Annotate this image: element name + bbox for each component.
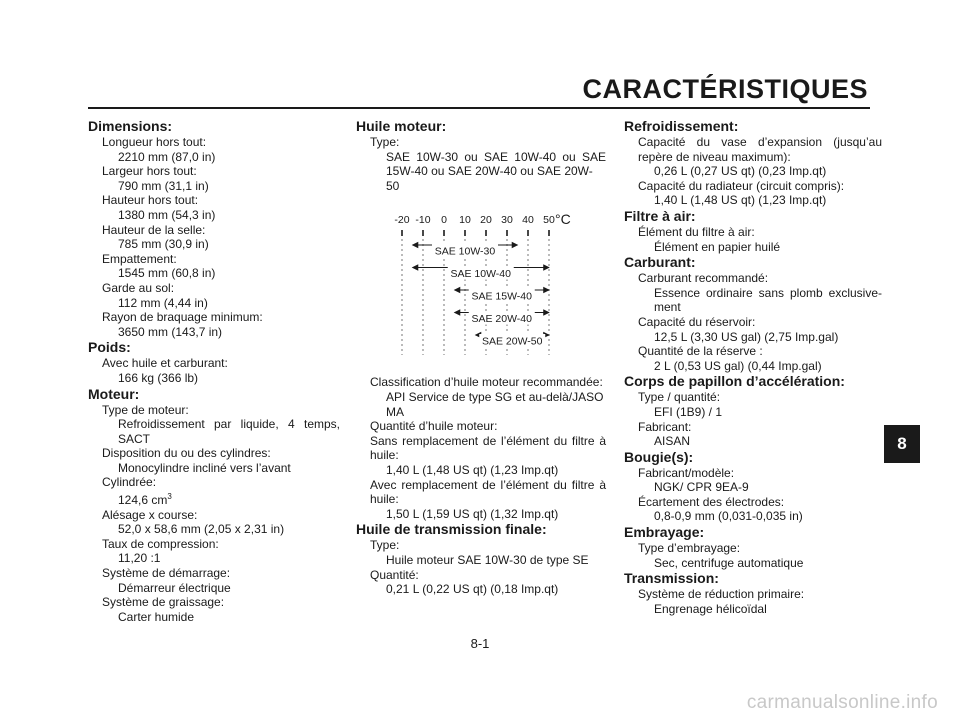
dim-value: 785 mm (30,9 in): [118, 237, 209, 252]
transmission-oil-qty-value: 0,21 L (0,22 US qt) (0,18 Imp.qt): [386, 582, 559, 597]
poids-value: 166 kg (366 lb): [118, 370, 199, 385]
vase-label-cont: repère de niveau maximum):: [638, 149, 791, 164]
cylindree-label: Cylindrée:: [102, 475, 157, 490]
dim-value: 2210 mm (87,0 in): [118, 149, 216, 164]
carburant-rec-label: Carburant recommandé:: [638, 271, 769, 286]
embrayage-type-label: Type d’embrayage:: [638, 541, 741, 556]
papillon-maker-value: AISAN: [654, 434, 691, 449]
dim-label: Garde au sol:: [102, 280, 175, 295]
heading-embrayage: Embrayage:: [624, 524, 705, 541]
heading-huile-moteur: Huile moteur:: [356, 118, 447, 134]
cylindree-value: [88, 490, 340, 508]
vase-value: 0,26 L (0,27 US qt) (0,23 Imp.qt): [654, 164, 827, 179]
oil-grade-label: SAE 10W-30: [434, 245, 496, 258]
moteur-type-value: Refroidissement par liquide, 4 temps,: [118, 417, 340, 432]
temp-tick-label: 10: [459, 214, 471, 227]
dim-value: 112 mm (4,44 in): [118, 295, 208, 310]
transmission-oil-type-value: Huile moteur SAE 10W-30 de type SE: [386, 552, 589, 567]
reservoir-label: Capacité du réservoir:: [638, 314, 756, 329]
temp-tick-label: 0: [441, 214, 447, 227]
column-middle: [356, 118, 606, 597]
dim-label: Hauteur hors tout:: [102, 193, 199, 208]
sans-remplacement-label: Sans remplacement de l’élément du filtre à: [370, 433, 606, 448]
temp-tick-label: -20: [394, 214, 410, 227]
heading-bougie: Bougie(s):: [624, 448, 694, 465]
embrayage-type-value: Sec, centrifuge automatique: [654, 555, 804, 570]
heading-dimensions: Dimensions:: [88, 118, 173, 134]
oil-grade-label: SAE 10W-40: [450, 268, 512, 281]
heading-papillon: Corps de papillon d’accélération:: [624, 373, 845, 390]
column-right: [624, 118, 882, 616]
cylindree-exponent: 3: [167, 492, 172, 502]
filtre-value: Élément en papier huilé: [654, 239, 781, 254]
classification-value: API Service de type SG et au-delà/JASO: [386, 389, 604, 404]
radiateur-label: Capacité du radiateur (circuit compris):: [638, 178, 845, 193]
huile-type-value-cont: 15W-40 ou SAE 20W-40 ou SAE 20W-50: [386, 164, 593, 193]
graissage-label: Système de graissage:: [102, 595, 225, 610]
dim-label: Largeur hors tout:: [102, 164, 197, 179]
avec-remplacement-label: Avec remplacement de l’élément du filtre à: [370, 477, 606, 492]
temp-unit-label: °C: [555, 211, 571, 228]
transmission-oil-type-label: Type:: [370, 538, 400, 553]
vase-label: Capacité du vase d’expansion (jusqu’au: [638, 135, 882, 149]
dim-label: Empattement:: [102, 251, 177, 266]
temp-tick-label: 20: [480, 214, 492, 227]
cylindree-number: 124,6 cm: [118, 493, 168, 508]
compression-value: 11,20 :1: [118, 551, 161, 566]
dim-label: Rayon de braquage minimum:: [102, 310, 263, 325]
bougie-model-value: NGK/ CPR 9EA-9: [654, 480, 749, 495]
classification-value-cont: MA: [386, 404, 404, 419]
temp-tick-label: -10: [415, 214, 431, 227]
column-left: [88, 118, 340, 624]
compression-label: Taux de compression:: [102, 536, 219, 551]
heading-transmission: Transmission:: [624, 570, 719, 587]
poids-label: Avec huile et carburant:: [102, 356, 228, 371]
bougie-model-label: Fabricant/modèle:: [638, 465, 735, 480]
sans-remplacement-label-cont: huile:: [370, 448, 399, 463]
quantite-label: Quantité d’huile moteur:: [370, 419, 498, 434]
oil-grade-label: SAE 20W-50: [481, 335, 543, 348]
oil-viscosity-chart: [356, 193, 606, 375]
graissage-value: Carter humide: [118, 609, 195, 624]
page-number: 8-1: [470, 636, 490, 651]
avec-remplacement-label-cont: huile:: [370, 492, 399, 507]
papillon-type-value: EFI (1B9) / 1: [654, 404, 723, 419]
dim-value: 3650 mm (143,7 in): [118, 324, 223, 339]
page-title: CARACTÉRISTIQUES: [582, 74, 868, 104]
dim-value: 1545 mm (60,8 in): [118, 266, 216, 281]
demarrage-value: Démarreur électrique: [118, 580, 231, 595]
alesage-label: Alésage x course:: [102, 507, 198, 522]
transmission-label: Système de réduction primaire:: [638, 587, 805, 602]
oil-grade-label: SAE 20W-40: [471, 313, 533, 326]
temp-tick-label: 30: [501, 214, 513, 227]
avec-remplacement-value: 1,50 L (1,59 US qt) (1,32 Imp.qt): [386, 506, 559, 521]
filtre-label: Élément du filtre à air:: [638, 224, 755, 239]
title-rule: [88, 107, 870, 109]
bougie-gap-value: 0,8-0,9 mm (0,031-0,035 in): [654, 509, 803, 524]
carburant-rec-value: Essence ordinaire sans plomb exclusive-: [654, 285, 882, 300]
huile-type-value: SAE 10W-30 ou SAE 10W-40 ou SAE: [386, 149, 606, 164]
reserve-label: Quantité de la réserve :: [638, 344, 763, 359]
papillon-type-label: Type / quantité:: [638, 390, 721, 405]
carburant-rec-value-cont: ment: [654, 300, 681, 315]
watermark: carmanualsonline.info: [746, 692, 938, 713]
heading-moteur: Moteur:: [88, 385, 140, 402]
reserve-value: 2 L (0,53 US gal) (0,44 Imp.gal): [654, 358, 822, 373]
huile-type-label: Type:: [370, 135, 400, 149]
papillon-maker-label: Fabricant:: [638, 419, 692, 434]
heading-huile-transmission: Huile de transmission finale:: [356, 521, 547, 538]
dim-value: 790 mm (31,1 in): [118, 178, 209, 193]
bougie-gap-label: Écartement des électrodes:: [638, 494, 785, 509]
reservoir-value: 12,5 L (3,30 US gal) (2,75 Imp.gal): [654, 329, 839, 344]
sans-remplacement-value: 1,40 L (1,48 US qt) (1,23 Imp.qt): [386, 462, 559, 477]
demarrage-label: Système de démarrage:: [102, 566, 231, 581]
heading-poids: Poids:: [88, 339, 131, 356]
disposition-label: Disposition du ou des cylindres:: [102, 446, 271, 461]
dim-label: Longueur hors tout:: [102, 135, 207, 149]
chapter-tab: 8: [884, 425, 920, 463]
moteur-type-label: Type de moteur:: [102, 402, 189, 417]
alesage-value: 52,0 x 58,6 mm (2,05 x 2,31 in): [118, 522, 285, 537]
moteur-type-value-cont: SACT: [118, 431, 151, 446]
dim-label: Hauteur de la selle:: [102, 222, 206, 237]
temp-tick-label: 40: [522, 214, 534, 227]
transmission-oil-qty-label: Quantité:: [370, 567, 419, 582]
heading-filtre-air: Filtre à air:: [624, 207, 696, 224]
oil-grade-label: SAE 15W-40: [471, 290, 533, 303]
heading-carburant: Carburant:: [624, 254, 696, 271]
temp-tick-label: 50: [543, 214, 555, 227]
classification-label: Classification d’huile moteur recommandée:: [370, 375, 603, 390]
radiateur-value: 1,40 L (1,48 US qt) (1,23 Imp.qt): [654, 193, 827, 208]
transmission-value: Engrenage hélicoïdal: [654, 601, 767, 616]
heading-refroidissement: Refroidissement:: [624, 118, 739, 134]
oil-viscosity-svg: [356, 193, 606, 375]
disposition-value: Monocylindre incliné vers l’avant: [118, 460, 291, 475]
dim-value: 1380 mm (54,3 in): [118, 207, 216, 222]
